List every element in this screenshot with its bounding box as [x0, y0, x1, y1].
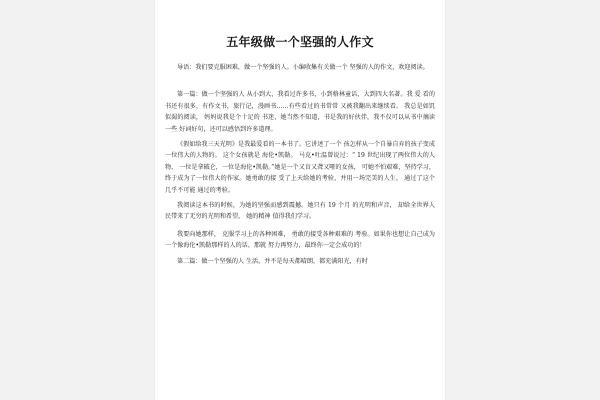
essay-one-paragraph-2: 《假如给我三天光明》是我最爱看的一本书了。它讲述了一个 孩怎样从一个自暴自弃的孩子变成一位伟大的人物的。 这个女孩就是 海伦•凯勒。 马克•吐温曾说过：“ 19 世纪出现了两位伟大的人物， 一位是拿破仑，一位是海伦•凯勒。”她是一个又盲又聋又哑的女孩， 可她不怕艰难，坚持学习，终于成为了一位伟大的作家。她勇敢的接 受了上天给她的考验，并用一场完美的人生， 通过了这个几乎不可能 通过的考验。 [165, 141, 435, 194]
document-content [165, 34, 435, 267]
essay-two-paragraph-1: 第二篇：做一个坚强的人 生活，并不是每天都晴朗，都充满阳光，有时 [177, 257, 368, 265]
essay-one-paragraph-3: 我阅读这本书的时候，为她的坚强而感到震撼。她只有 19 个月 的光明和声音， 却给全世界人民带来了无穷的光明和希望， 她的精神 值得我们学习。 [165, 202, 435, 221]
essay-one-paragraph-1: 第一篇：做一个坚强的人 从小到大，我看过许多书，小到格林童话，大到四大名著。我 爱 看的书还有很多，有作文书，旅行记，漫画书……有些看过的书常常 又被我翻出来继续看。 我总是如饥似渴的阅读， 妈妈说我是个十足的 书迷，她当然不知道，书是我的好伙伴，我不仅可以从书中摘读一些 好词好句，还可以感悟到许多道理。 [165, 91, 435, 133]
document-page [155, 0, 445, 400]
intro-paragraph: 导语：我们要克服困难，做一个坚强的人。小编收集有关做一个 坚强的人的作文，欢迎阅读。 [177, 64, 429, 71]
document-title: 五年级做一个坚强的人作文 [226, 35, 374, 49]
essay-one-paragraph-4: 我要向她那样， 克服学习上的各种困难， 勇敢的接受各种艰难的 考验。如果你也想让自己成为一个像海伦•凯勒那样的人的话，那就 努力再努力，最终你一定会成功的！ [165, 230, 435, 250]
